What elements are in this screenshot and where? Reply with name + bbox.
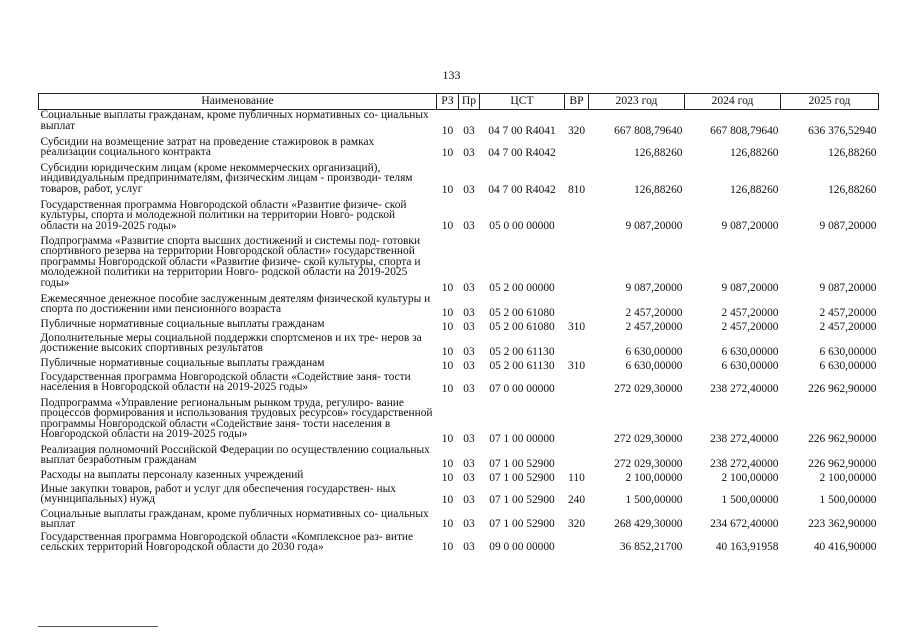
row-pr: 03 <box>463 493 475 506</box>
row-pr: 03 <box>463 281 475 294</box>
row-value-2025: 40 416,90000 <box>813 540 877 553</box>
row-value-2025: 2 100,00000 <box>819 471 877 484</box>
row-vr: 810 <box>567 183 586 196</box>
row-rz: 10 <box>441 471 454 484</box>
row-value-2023: 2 457,20000 <box>625 320 683 333</box>
header-year-2024: 2024 год <box>685 94 781 110</box>
header-cst: ЦСТ <box>480 94 565 110</box>
header-year-2025: 2025 год <box>781 94 879 110</box>
row-pr: 03 <box>463 146 475 159</box>
row-name-text: Государственная программа Новгородской области «Развитие физиче- ской культуры, спорта и молодежной политики на территории Новго- родской области на 2019-2025 годы» <box>40 198 407 232</box>
row-name <box>39 532 437 556</box>
row-rz: 10 <box>441 382 454 395</box>
row-value-2023: 126,88260 <box>634 183 683 196</box>
row-value-2023: 272 029,30000 <box>614 382 683 395</box>
row-cst: 04 7 00 R4041 <box>488 124 556 137</box>
row-pr: 03 <box>463 457 475 470</box>
table-row <box>39 484 879 509</box>
row-value-2024: 2 100,00000 <box>721 471 779 484</box>
row-pr: 03 <box>463 124 475 137</box>
row-vr <box>565 532 589 556</box>
page-number: 133 <box>442 68 461 82</box>
row-name <box>39 372 437 398</box>
row-vr: 240 <box>567 493 586 506</box>
row-value-2024: 2 457,20000 <box>721 320 779 333</box>
row-cst: 07 0 00 00000 <box>489 382 555 395</box>
row-value-2023: 126,88260 <box>634 146 683 159</box>
row-value-2024: 6 630,00000 <box>721 345 779 358</box>
row-pr: 03 <box>463 432 475 445</box>
row-name <box>39 110 437 137</box>
row-vr <box>565 200 589 236</box>
row-value-2024: 9 087,20000 <box>721 219 779 232</box>
table-row <box>39 200 879 236</box>
row-value-2024: 1 500,00000 <box>721 493 779 506</box>
row-cst: 07 1 00 52900 <box>489 493 555 506</box>
row-cst: 05 2 00 61080 <box>489 306 555 319</box>
row-value-2025: 226 962,90000 <box>808 457 877 470</box>
footnote-rule <box>38 626 158 627</box>
row-cst: 07 1 00 52900 <box>489 457 555 470</box>
row-rz: 10 <box>441 146 454 159</box>
row-value-2023: 9 087,20000 <box>625 281 683 294</box>
row-rz: 10 <box>441 359 454 372</box>
row-pr: 03 <box>463 306 475 319</box>
row-value-2023: 2 100,00000 <box>625 471 683 484</box>
row-value-2023: 2 457,20000 <box>625 306 683 319</box>
row-value-2023: 1 500,00000 <box>625 493 683 506</box>
row-rz: 10 <box>441 432 454 445</box>
header-rz: РЗ <box>437 94 459 110</box>
row-value-2024: 238 272,40000 <box>710 432 779 445</box>
row-rz: 10 <box>441 345 454 358</box>
row-pr: 03 <box>463 517 475 530</box>
row-name <box>39 358 437 372</box>
row-cst: 05 2 00 61080 <box>489 320 555 333</box>
row-rz: 10 <box>441 320 454 333</box>
row-value-2025: 2 457,20000 <box>819 320 877 333</box>
row-cst: 09 0 00 00000 <box>489 540 555 553</box>
row-name-text: Подпрограмма «Развитие спорта высших достижений и системы под- готовки спортивного резерва на территории Новгородской области» государственной программы Новгородской области «Развитие физиче- ской культуры, спорта и молодежной политики на территории Новго- родской области на 2019-2025 годы» <box>40 234 421 289</box>
row-cst: 07 1 00 52900 <box>489 517 555 530</box>
row-value-2024: 9 087,20000 <box>721 281 779 294</box>
table-row <box>39 137 879 163</box>
row-value-2025: 1 500,00000 <box>819 493 877 506</box>
budget-table <box>38 93 879 556</box>
row-pr: 03 <box>463 359 475 372</box>
row-vr <box>565 445 589 470</box>
row-rz: 10 <box>441 124 454 137</box>
row-rz: 10 <box>441 493 454 506</box>
row-vr <box>565 294 589 319</box>
row-value-2023: 272 029,30000 <box>614 432 683 445</box>
table-row <box>39 110 879 137</box>
row-name-text: Государственная программа Новгородской области «Комплексное раз- витие сельских территорий Новгородской области до 2030 года» <box>40 530 414 554</box>
row-vr <box>565 398 589 445</box>
row-pr: 03 <box>463 219 475 232</box>
row-name <box>39 319 437 333</box>
row-value-2024: 126,88260 <box>730 146 779 159</box>
row-cst: 05 2 00 61130 <box>489 345 555 358</box>
row-vr: 110 <box>568 471 585 484</box>
row-vr <box>565 333 589 358</box>
row-value-2024: 2 457,20000 <box>721 306 779 319</box>
header-pr: Пр <box>459 94 480 110</box>
row-name <box>39 445 437 470</box>
row-name <box>39 470 437 484</box>
table-row <box>39 532 879 556</box>
row-vr: 310 <box>567 359 586 372</box>
row-value-2024: 238 272,40000 <box>710 457 779 470</box>
row-value-2025: 126,88260 <box>828 183 877 196</box>
row-vr <box>565 236 589 294</box>
row-vr: 320 <box>567 517 586 530</box>
row-name <box>39 484 437 509</box>
row-name-text: Субсидии на возмещение затрат на проведение стажировок в рамках реализации социального контракта <box>40 135 375 159</box>
row-rz: 10 <box>441 306 454 319</box>
row-value-2025: 226 962,90000 <box>808 382 877 395</box>
row-name-text: Иные закупки товаров, работ и услуг для обеспечения государствен- ных (муниципальных) нужд <box>40 482 396 506</box>
table-row <box>39 470 879 484</box>
row-value-2025: 9 087,20000 <box>819 219 877 232</box>
row-value-2025: 9 087,20000 <box>819 281 877 294</box>
row-name-text: Реализация полномочий Российской Федерации по осуществлению социальных выплат безработным гражданам <box>40 443 430 467</box>
row-pr: 03 <box>463 540 475 553</box>
row-value-2023: 36 852,21700 <box>619 540 683 553</box>
row-rz: 10 <box>441 281 454 294</box>
row-value-2025: 2 457,20000 <box>819 306 877 319</box>
row-value-2023: 667 808,79640 <box>614 124 683 137</box>
row-pr: 03 <box>463 382 475 395</box>
row-value-2023: 6 630,00000 <box>625 359 683 372</box>
row-value-2024: 6 630,00000 <box>721 359 779 372</box>
header-year-2023: 2023 год <box>589 94 685 110</box>
row-cst: 04 7 00 R4042 <box>488 183 556 196</box>
row-name <box>39 294 437 319</box>
row-cst: 05 2 00 61130 <box>489 359 555 372</box>
row-value-2025: 636 376,52940 <box>808 124 877 137</box>
row-value-2025: 6 630,00000 <box>819 345 877 358</box>
row-vr <box>565 372 589 398</box>
row-pr: 03 <box>463 345 475 358</box>
row-pr: 03 <box>463 320 475 333</box>
row-value-2023: 9 087,20000 <box>625 219 683 232</box>
row-name-text: Расходы на выплаты персоналу казенных учреждений <box>40 468 304 481</box>
table-header <box>39 94 879 110</box>
row-name <box>39 236 437 294</box>
row-value-2024: 234 672,40000 <box>710 517 779 530</box>
row-cst: 04 7 00 R4042 <box>488 146 556 159</box>
row-name <box>39 509 437 532</box>
row-vr: 320 <box>567 124 586 137</box>
header-vr: ВР <box>565 94 589 110</box>
row-cst: 05 0 00 00000 <box>489 219 555 232</box>
row-value-2025: 223 362,90000 <box>808 517 877 530</box>
row-value-2025: 126,88260 <box>828 146 877 159</box>
row-name <box>39 333 437 358</box>
row-rz: 10 <box>441 540 454 553</box>
table-row <box>39 319 879 333</box>
row-value-2023: 272 029,30000 <box>614 457 683 470</box>
row-name-text: Публичные нормативные социальные выплаты гражданам <box>40 317 325 330</box>
header-name: Наименование <box>39 94 437 110</box>
table-row <box>39 294 879 319</box>
table-row <box>39 236 879 294</box>
row-name <box>39 137 437 163</box>
row-name-text: Социальные выплаты гражданам, кроме публичных нормативных со- циальных выплат <box>40 507 429 531</box>
row-rz: 10 <box>441 457 454 470</box>
row-name-text: Ежемесячное денежное пособие заслуженным деятелям физической культуры и спорта по достижении ими пенсионного возраста <box>40 292 431 316</box>
table-row <box>39 398 879 445</box>
row-vr: 310 <box>567 320 586 333</box>
row-rz: 10 <box>441 219 454 232</box>
row-name <box>39 163 437 200</box>
row-cst: 07 1 00 52900 <box>489 471 555 484</box>
table-row <box>39 509 879 532</box>
row-pr: 03 <box>463 471 475 484</box>
row-value-2024: 126,88260 <box>730 183 779 196</box>
table-row <box>39 445 879 470</box>
row-pr: 03 <box>463 183 475 196</box>
table-row <box>39 372 879 398</box>
row-name-text: Социальные выплаты гражданам, кроме публичных нормативных со- циальных выплат <box>40 109 429 132</box>
table-row <box>39 358 879 372</box>
row-name <box>39 200 437 236</box>
row-value-2023: 6 630,00000 <box>625 345 683 358</box>
row-cst: 07 1 00 00000 <box>489 432 555 445</box>
row-name-text: Дополнительные меры социальной поддержки спортсменов и их тре- неров за достижение высоких спортивных результатов <box>40 331 422 355</box>
table-row <box>39 333 879 358</box>
row-value-2025: 226 962,90000 <box>808 432 877 445</box>
row-value-2023: 268 429,30000 <box>614 517 683 530</box>
row-name <box>39 398 437 445</box>
row-value-2025: 6 630,00000 <box>819 359 877 372</box>
row-value-2024: 667 808,79640 <box>710 124 779 137</box>
row-name-text: Субсидии юридическим лицам (кроме некоммерческих организаций), индивидуальным предпринимателям, физическим лицам - производи- телям товаров, работ, услуг <box>40 161 413 195</box>
row-name-text: Публичные нормативные социальные выплаты гражданам <box>40 356 325 369</box>
table-row <box>39 163 879 200</box>
table-body <box>39 110 879 556</box>
row-rz: 10 <box>441 517 454 530</box>
row-value-2024: 238 272,40000 <box>710 382 779 395</box>
row-name-text: Государственная программа Новгородской области «Содействие заня- тости населения в Новгородской области на 2019-2025 годы» <box>40 370 411 394</box>
row-name-text: Подпрограмма «Управление региональным рынком труда, регулиро- вание процессов формирования и использования трудовых ресурсов» государственной программы Новгородской области «Содействие заня- тости населения в Новгородской области на 2019-2025 годы» <box>40 396 433 441</box>
row-rz: 10 <box>441 183 454 196</box>
row-value-2024: 40 163,91958 <box>715 540 779 553</box>
row-cst: 05 2 00 00000 <box>489 281 555 294</box>
row-vr <box>565 137 589 163</box>
